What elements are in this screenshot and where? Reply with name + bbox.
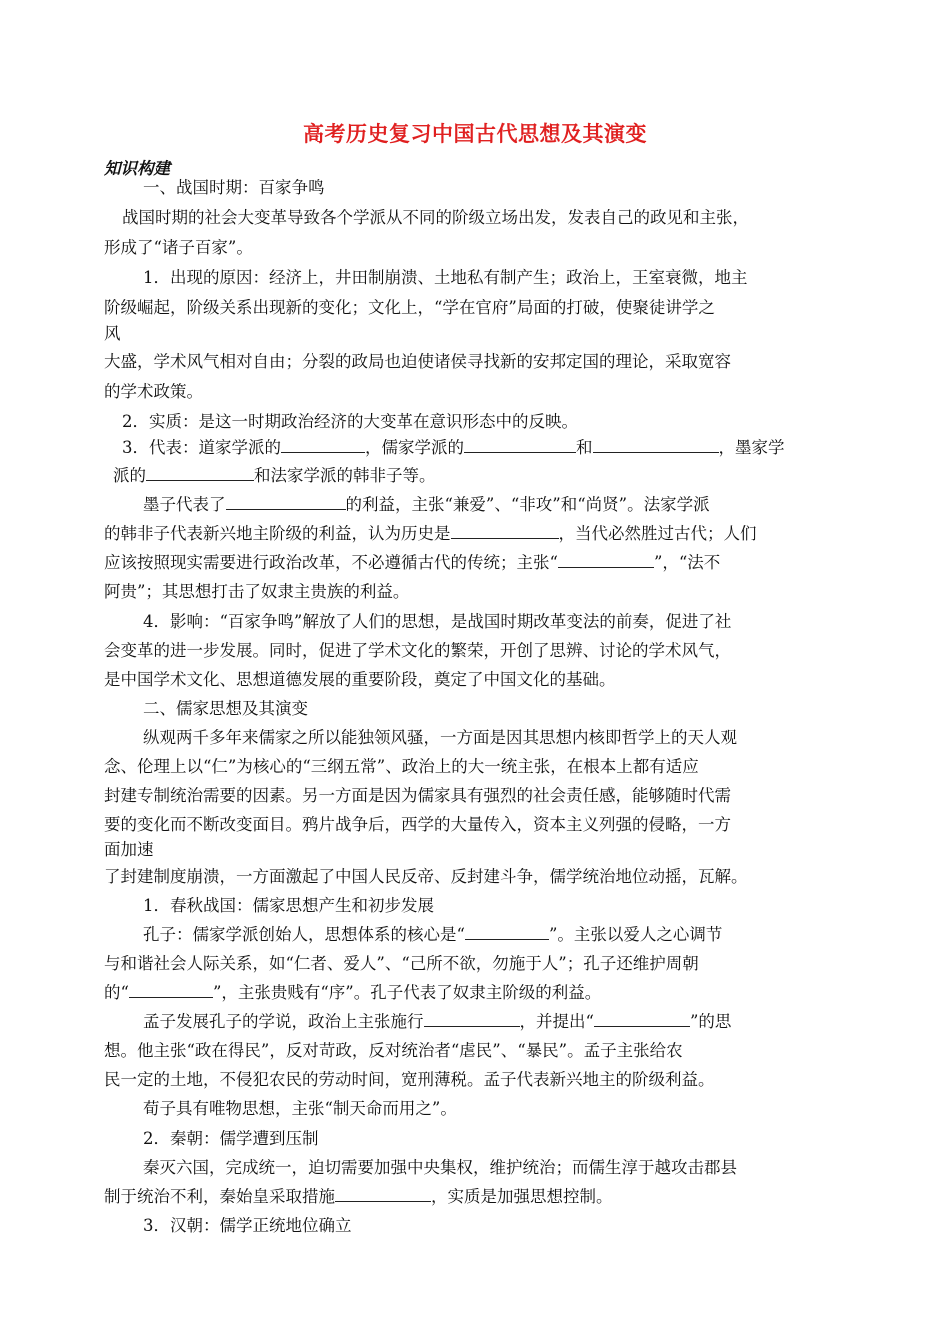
blank-field[interactable] bbox=[464, 436, 576, 453]
subsection-title: 1．春秋战国：儒家思想产生和初步发展 bbox=[143, 896, 434, 915]
blank-field[interactable] bbox=[226, 493, 346, 510]
paragraph-line: 形成了“诸子百家”。 bbox=[104, 238, 253, 257]
paragraph-line: 了封建制度崩溃，一方面激起了中国人民反帝、反封建斗争，儒学统治地位动摇，瓦解。 bbox=[104, 867, 748, 886]
blank-field[interactable] bbox=[129, 981, 213, 998]
subsection-title: 2．秦朝：儒学遭到压制 bbox=[143, 1129, 319, 1148]
paragraph-line: 是中国学术文化、思想道德发展的重要阶段，奠定了中国文化的基础。 bbox=[104, 670, 616, 689]
paragraph-line: 想。他主张“政在得民”，反对苛政，反对统治者“虐民”、“暴民”。孟子主张给农 bbox=[104, 1041, 683, 1060]
text-segment: 的利益，主张“兼爱”、“非攻”和“尚贤”。法家学派 bbox=[345, 495, 710, 514]
blank-field[interactable] bbox=[594, 1010, 690, 1027]
text-segment: 的“ bbox=[104, 983, 129, 1002]
paragraph-line: 4．影响：“百家争鸣”解放了人们的思想，是战国时期改革变法的前奏，促进了社 bbox=[143, 612, 732, 631]
subsection-title: 3．汉朝：儒学正统地位确立 bbox=[143, 1216, 352, 1235]
blank-field[interactable] bbox=[424, 1010, 520, 1027]
paragraph-line: 战国时期的社会大变革导致各个学派从不同的阶级立场出发，发表自己的政见和主张， bbox=[122, 208, 749, 227]
text-segment: 和法家学派的韩非子等。 bbox=[254, 466, 436, 485]
text-segment: ”。主张以爱人之心调节 bbox=[548, 925, 723, 944]
paragraph-line: 阶级崛起，阶级关系出现新的变化；文化上，“学在官府”局面的打破，使聚徒讲学之 bbox=[104, 298, 715, 317]
section-heading: 知识构建 bbox=[104, 159, 170, 178]
text-segment: ，墨家学 bbox=[718, 438, 785, 457]
text-segment: ，实质是加强思想控制。 bbox=[431, 1187, 613, 1206]
paragraph-line: 念、伦理上以“仁”为核心的“三纲五常”、政治上的大一统主张，在根本上都有适应 bbox=[104, 757, 699, 776]
paragraph-line: 民一定的土地，不侵犯农民的劳动时间，宽刑薄税。孟子代表新兴地主的阶级利益。 bbox=[104, 1070, 715, 1089]
fill-blank-line bbox=[104, 551, 720, 575]
paragraph-line: 风 bbox=[104, 324, 121, 343]
blank-field[interactable] bbox=[451, 522, 559, 539]
text-segment: 的韩非子代表新兴地主阶级的利益，认为历史是 bbox=[104, 524, 451, 543]
paragraph-line: 阿贵”；其思想打击了奴隶主贵族的利益。 bbox=[104, 582, 410, 601]
fill-blank-line bbox=[104, 1185, 613, 1209]
text-segment: ”，主张贵贱有“序”。孔子代表了奴隶主阶级的利益。 bbox=[212, 983, 602, 1002]
text-segment: 应该按照现实需要进行政治改革，不必遵循古代的传统；主张“ bbox=[104, 553, 558, 572]
text-segment: ，并提出“ bbox=[519, 1012, 594, 1031]
paragraph-line: 要的变化而不断改变面目。鸦片战争后，西学的大量传入，资本主义列强的侵略，一方 bbox=[104, 815, 731, 834]
text-segment: 派的 bbox=[113, 466, 146, 485]
paragraph-line: 1．出现的原因：经济上，井田制崩溃、土地私有制产生；政治上，王室衰微，地主 bbox=[143, 268, 748, 287]
text-segment: 制于统治不利，秦始皇采取措施 bbox=[104, 1187, 335, 1206]
text-segment: ”的思 bbox=[689, 1012, 732, 1031]
fill-blank-line bbox=[143, 493, 710, 517]
paragraph-line: 的学术政策。 bbox=[104, 382, 203, 401]
text-segment: ”，“法不 bbox=[653, 553, 721, 572]
text-segment: 3．代表：道家学派的 bbox=[122, 438, 281, 457]
blank-field[interactable] bbox=[335, 1185, 431, 1202]
section-title-1: 一、战国时期：百家争鸣 bbox=[143, 178, 325, 197]
fill-blank-line bbox=[104, 981, 601, 1005]
text-segment: 孔子：儒家学派创始人，思想体系的核心是“ bbox=[143, 925, 465, 944]
paragraph-line: 2．实质：是这一时期政治经济的大变革在意识形态中的反映。 bbox=[122, 412, 578, 431]
paragraph-line: 会变革的进一步发展。同时，促进了学术文化的繁荣，开创了思辨、讨论的学术风气， bbox=[104, 641, 731, 660]
text-segment: 和 bbox=[576, 438, 593, 457]
blank-field[interactable] bbox=[558, 551, 654, 568]
fill-blank-line bbox=[143, 923, 722, 947]
text-segment: ，当代必然胜过古代；人们 bbox=[558, 524, 757, 543]
text-segment: 墨子代表了 bbox=[143, 495, 226, 514]
fill-blank-line bbox=[113, 464, 436, 488]
blank-field[interactable] bbox=[281, 436, 365, 453]
text-segment: ，儒家学派的 bbox=[365, 438, 464, 457]
document-title: 高考历史复习中国古代思想及其演变 bbox=[303, 122, 647, 146]
paragraph-line: 面加速 bbox=[104, 840, 154, 859]
paragraph-line: 荀子具有唯物思想，主张“制天命而用之”。 bbox=[143, 1099, 457, 1118]
paragraph-line: 秦灭六国，完成统一，迫切需要加强中央集权，维护统治；而儒生淳于越攻击郡县 bbox=[143, 1158, 737, 1177]
paragraph-line: 纵观两千多年来儒家之所以能独领风骚，一方面是因其思想内核即哲学上的天人观 bbox=[143, 728, 737, 747]
blank-field[interactable] bbox=[593, 436, 719, 453]
blank-field[interactable] bbox=[146, 464, 254, 481]
section-title-2: 二、儒家思想及其演变 bbox=[143, 699, 308, 718]
paragraph-line: 与和谐社会人际关系，如“仁者、爱人”、“己所不欲，勿施于人”；孔子还维护周朝 bbox=[104, 954, 699, 973]
fill-blank-line bbox=[122, 436, 785, 460]
paragraph-line: 大盛，学术风气相对自由；分裂的政局也迫使诸侯寻找新的安邦定国的理论，采取宽容 bbox=[104, 352, 731, 371]
blank-field[interactable] bbox=[465, 923, 549, 940]
text-segment: 孟子发展孔子的学说，政治上主张施行 bbox=[143, 1012, 424, 1031]
fill-blank-line bbox=[143, 1010, 731, 1034]
fill-blank-line bbox=[104, 522, 757, 546]
paragraph-line: 封建专制统治需要的因素。另一方面是因为儒家具有强烈的社会责任感，能够随时代需 bbox=[104, 786, 731, 805]
